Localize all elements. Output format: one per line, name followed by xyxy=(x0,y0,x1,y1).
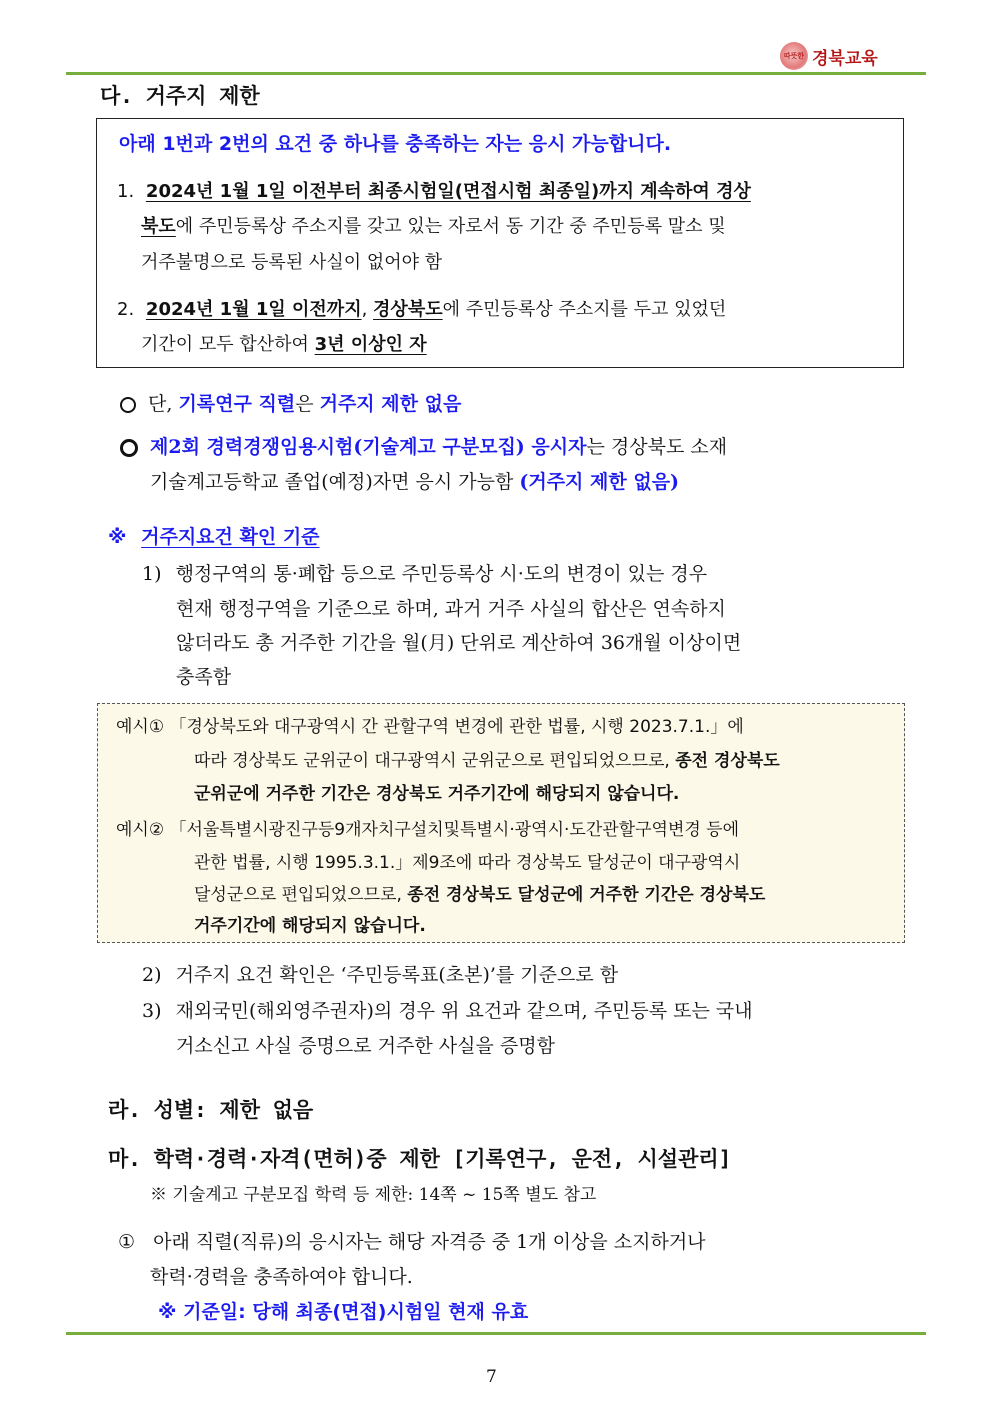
box-item-2-line-1 xyxy=(117,295,726,321)
criteria-2 xyxy=(142,960,618,987)
page-number: 7 xyxy=(486,1367,497,1387)
note-2-l2-text: 기술계고등학교 졸업(예정)자면 응시 가능함 xyxy=(150,471,520,493)
note-2-title: 제2회 경력경쟁임용시험(기술계고 구분모집) 응시자 xyxy=(150,436,587,458)
note-2-l2-bold: (거주지 제한 없음) xyxy=(519,471,680,493)
examples-box xyxy=(97,703,905,943)
criteria-1-line-1 xyxy=(142,559,707,586)
note-1-prefix: 단, xyxy=(148,393,179,415)
criteria-1-line-2: 현재 행정구역을 기준으로 하며, 과거 거주 사실의 합산은 연속하지 xyxy=(176,598,726,620)
section-ma-para-line-1 xyxy=(118,1227,706,1254)
item-2-region: 경상북도 xyxy=(373,299,443,320)
section-ma-title: 마. 학력·경력·자격(면허)중 제한 [기록연구, 운전, 시설관리] xyxy=(108,1147,732,1171)
box-intro: 아래 1번과 2번의 요건 중 하나를 충족하는 자는 응시 가능합니다. xyxy=(119,133,672,155)
bold-circle-bullet-icon xyxy=(120,439,138,457)
logo-text: 경북교육 xyxy=(812,48,878,69)
example-2-text: 「서울특별시광진구등9개자치구설치및특별시·광역시·도간관할구역변경 등에 xyxy=(169,820,740,840)
note-technical-school-line-2 xyxy=(150,467,679,494)
criteria-2-text: 거주지 요건 확인은 ‘주민등록표(초본)’를 기준으로 함 xyxy=(175,964,619,986)
example-2-l3-bold: 종전 경상북도 달성군에 거주한 기간은 경상북도 xyxy=(407,885,766,905)
box-item-2-line-2 xyxy=(141,330,427,356)
item-2-date: 2024년 1월 1일 이전까지 xyxy=(145,299,362,320)
reference-date-note: ※ 기준일: 당해 최종(면접)시험일 현재 유효 xyxy=(158,1301,529,1323)
circled-one-icon: ① xyxy=(118,1231,136,1253)
criteria-2-num: 2) xyxy=(142,964,162,986)
note-archive-research xyxy=(120,389,461,416)
example-2-line-4: 거주기간에 해당되지 않습니다. xyxy=(194,916,426,936)
criteria-3-line-1 xyxy=(142,996,753,1023)
section-ma-note: ※ 기술계고 구분모집 학력 등 제한: 14쪽 ~ 15쪽 별도 참고 xyxy=(150,1185,597,1205)
example-1-label: 예시① xyxy=(116,717,165,737)
item-1-text: 2024년 1월 1일 이전부터 최종시험일(면접시험 최종일)까지 계속하여 경상 xyxy=(145,181,751,202)
header-rule xyxy=(66,72,926,75)
item-2-num: 2. xyxy=(117,299,135,320)
criteria-3-num: 3) xyxy=(142,1000,162,1022)
criteria-heading xyxy=(108,522,320,549)
example-1-text: 「경상북도와 대구광역시 간 관할구역 변경에 관한 법률, 시행 2023.7.1.」에 xyxy=(169,717,744,737)
box-item-1-line-3: 거주불명으로 등록된 사실이 없어야 함 xyxy=(141,252,443,273)
criteria-1-line-4: 충족함 xyxy=(176,666,232,688)
note-1-particle: 은 xyxy=(295,393,320,415)
criteria-1-num: 1) xyxy=(142,563,162,585)
note-2-rest: 는 경상북도 소재 xyxy=(586,436,728,458)
note-1-result: 거주지 제한 없음 xyxy=(319,393,462,415)
section-ra-title: 라. 성별: 제한 없음 xyxy=(108,1098,314,1122)
example-1-line-1 xyxy=(116,712,744,737)
item-2-l2-bold: 3년 이상인 자 xyxy=(314,334,427,355)
criteria-3-text: 재외국민(해외영주권자)의 경우 위 요건과 같으며, 주민등록 또는 국내 xyxy=(175,1000,753,1022)
criteria-1-line-3: 않더라도 총 거주한 기간을 월(月) 단위로 계산하여 36개월 이상이면 xyxy=(176,632,742,654)
criteria-title: 거주지요건 확인 기준 xyxy=(141,526,320,548)
box-item-1-line-1 xyxy=(117,177,751,203)
logo xyxy=(780,42,878,70)
item-1-bold: 북도 xyxy=(141,216,176,237)
example-1-line-2 xyxy=(194,746,780,771)
reference-mark-icon: ※ xyxy=(108,526,127,548)
example-1-l2-text: 따라 경상북도 군위군이 대구광역시 군위군으로 편입되었으므로, xyxy=(194,751,676,771)
example-1-line-3: 군위군에 거주한 기간은 경상북도 거주기간에 해당되지 않습니다. xyxy=(194,784,680,804)
item-2-l2-text: 기간이 모두 합산하여 xyxy=(141,334,315,355)
section-da-title: 다. 거주지 제한 xyxy=(100,84,260,108)
note-1-role: 기록연구 직렬 xyxy=(178,393,296,415)
criteria-3-line-2: 거소신고 사실 증명으로 거주한 사실을 증명함 xyxy=(176,1035,555,1057)
note-technical-school-line-1 xyxy=(120,432,727,459)
example-2-line-1 xyxy=(116,815,739,840)
example-2-label: 예시② xyxy=(116,820,165,840)
criteria-1-text: 행정구역의 통·폐합 등으로 주민등록상 시·도의 변경이 있는 경우 xyxy=(175,563,708,585)
item-2-comma: , xyxy=(361,299,374,320)
section-ma-para-line-2: 학력·경력을 충족하여야 합니다. xyxy=(150,1266,413,1288)
item-2-rest: 에 주민등록상 주소지를 두고 있었던 xyxy=(442,299,727,320)
example-2-line-3 xyxy=(194,880,765,905)
footer-rule xyxy=(66,1332,926,1335)
item-1-num: 1. xyxy=(117,181,135,202)
residence-requirement-box xyxy=(96,118,904,368)
box-item-1-line-2 xyxy=(141,212,726,238)
item-1-rest: 에 주민등록상 주소지를 갖고 있는 자로서 동 기간 중 주민등록 말소 및 xyxy=(175,216,726,237)
section-ma-para-text: 아래 직렬(직류)의 응시자는 해당 자격증 중 1개 이상을 소지하거나 xyxy=(153,1231,706,1253)
example-2-l3-text: 달성군으로 편입되었으므로, xyxy=(194,885,408,905)
logo-emblem-icon xyxy=(780,42,808,70)
example-2-line-2: 관한 법률, 시행 1995.3.1.」제9조에 따라 경상북도 달성군이 대구광역시 xyxy=(194,853,741,873)
hollow-circle-bullet-icon xyxy=(120,397,136,413)
logo-badge-text: 따뜻한 xyxy=(783,52,805,60)
example-1-l2-bold: 종전 경상북도 xyxy=(675,751,780,771)
